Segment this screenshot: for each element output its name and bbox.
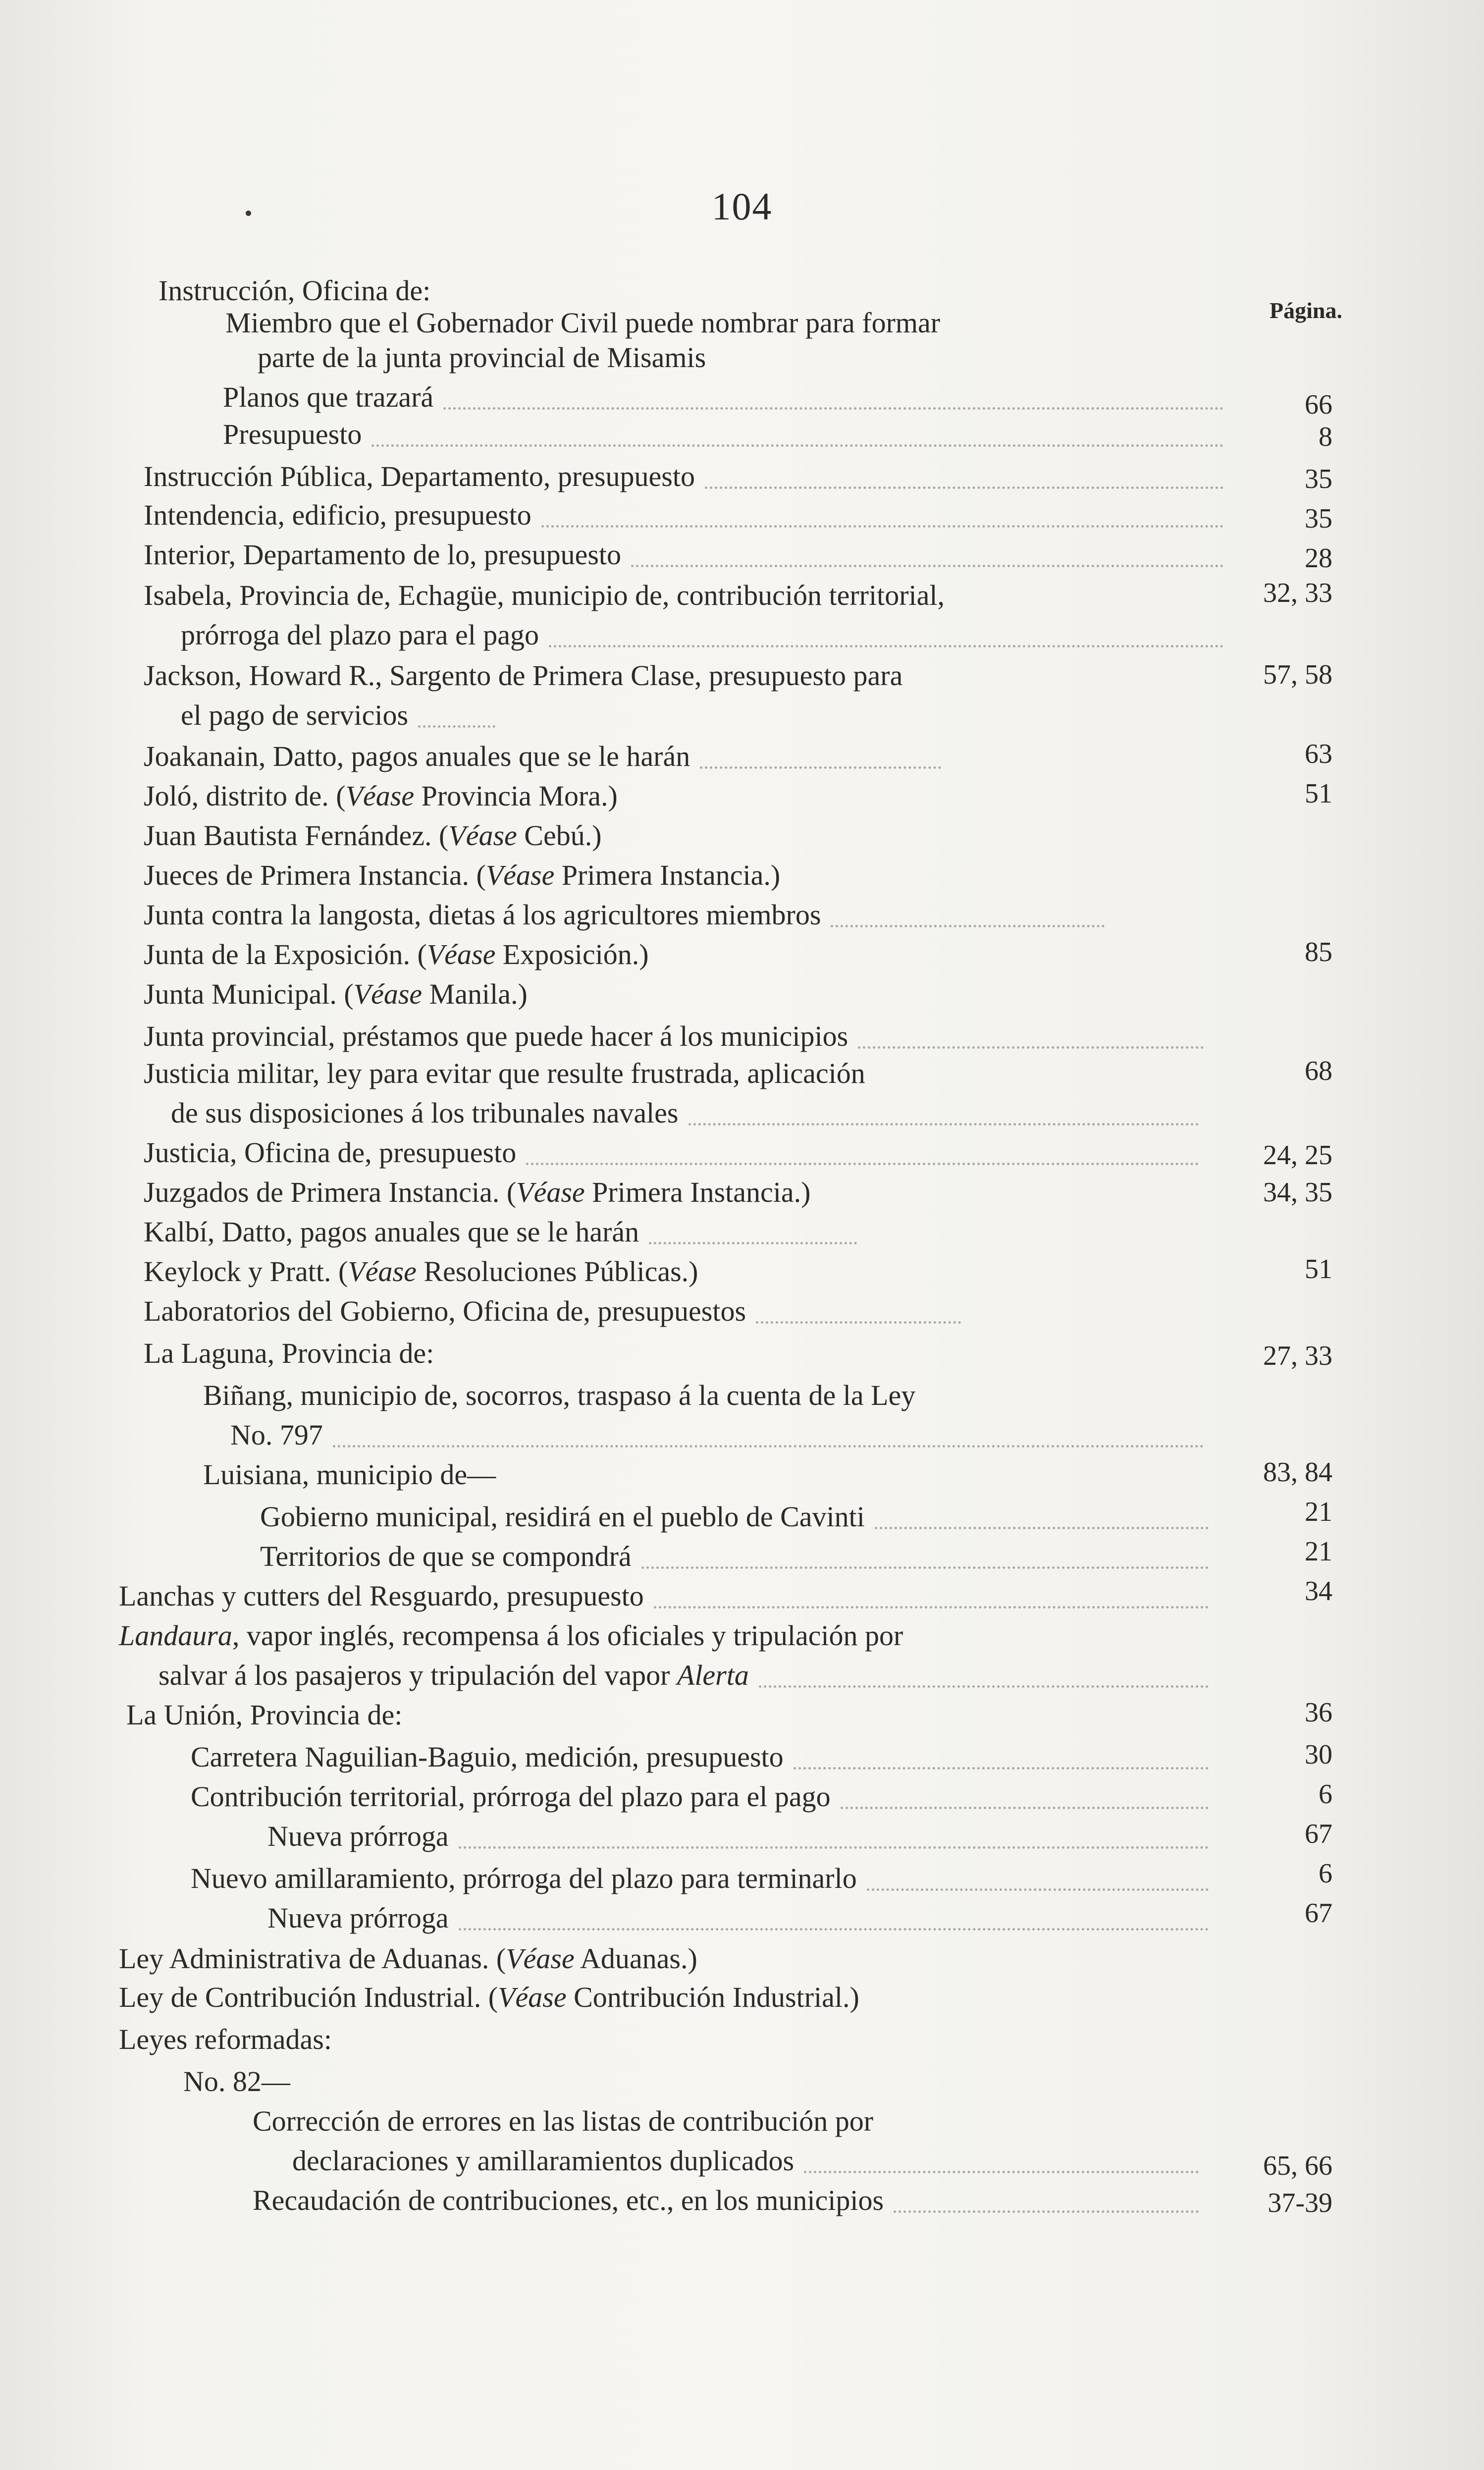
index-entry-line xyxy=(181,614,539,656)
index-entry-text: Interior, Departamento de lo, presupuesto xyxy=(144,538,622,571)
index-entry-line xyxy=(191,1736,784,1778)
index-entry-text: Planos que trazará xyxy=(223,381,434,413)
dot-leader xyxy=(794,1765,1209,1770)
index-entry-line xyxy=(144,575,945,616)
page-reference: 85 xyxy=(1305,937,1332,967)
index-entry-text: Véase xyxy=(348,1255,417,1288)
index-entry-line xyxy=(144,1172,810,1213)
index-entry-text: Junta de la Exposición. ( xyxy=(144,938,427,970)
index-entry-text: Véase xyxy=(506,1942,575,1975)
index-entry-text: Corrección de errores en las listas de contribución por xyxy=(253,2105,874,2137)
index-entry-text: Jueces de Primera Instancia. ( xyxy=(144,859,486,891)
dot-leader xyxy=(549,643,1223,647)
index-entry-text: declaraciones y amillaramientos duplicados xyxy=(292,2145,795,2177)
index-entry-line xyxy=(144,934,649,975)
index-entry-line xyxy=(230,1414,323,1456)
index-entry-line xyxy=(144,855,780,896)
page-reference: 63 xyxy=(1305,739,1332,769)
index-entry-line xyxy=(144,1211,639,1253)
index-entry-text: Justicia militar, ley para evitar que resulte frustrada, aplicación xyxy=(144,1057,865,1089)
dot-leader xyxy=(526,1161,1199,1165)
dot-leader xyxy=(654,1604,1209,1609)
index-entry-text: Joló, distrito de. ( xyxy=(144,780,346,812)
page-reference: 32, 33 xyxy=(1263,578,1332,608)
index-entry-line xyxy=(191,1776,831,1818)
dot-leader xyxy=(700,764,941,769)
index-entry-text: Territorios de que se compondrá xyxy=(260,1540,632,1572)
index-entry-text: Nueva prórroga xyxy=(267,1902,449,1934)
index-entry-line xyxy=(223,414,362,455)
index-entry-text: Gobierno municipal, residirá en el pueblo de Cavinti xyxy=(260,1501,865,1533)
index-entry-line xyxy=(253,2100,873,2142)
dot-leader xyxy=(858,1044,1204,1049)
index-entry-text: Joakanain, Datto, pagos anuales que se le harán xyxy=(144,740,690,772)
dot-leader xyxy=(649,1240,857,1244)
dot-leader xyxy=(759,1683,1209,1688)
index-entry-text: Leyes reformadas: xyxy=(119,2023,332,2055)
index-entry-line xyxy=(267,1816,449,1857)
index-entry-text: Junta Municipal. ( xyxy=(144,978,354,1010)
dot-leader xyxy=(418,723,495,728)
dot-leader xyxy=(459,1844,1209,1849)
index-entry-text: Landaura xyxy=(119,1619,232,1652)
index-entry-line xyxy=(144,894,821,936)
index-entry-line xyxy=(119,1938,697,1980)
index-entry-text: Véase xyxy=(498,1981,567,2013)
index-entry-line xyxy=(144,456,695,497)
index-entry-line xyxy=(203,1454,496,1496)
index-entry-text: parte de la junta provincial de Misamis xyxy=(258,341,706,374)
index-entry-text: Exposición.) xyxy=(495,938,649,970)
index-entry-line xyxy=(144,494,531,536)
index-entry-text: Nuevo amillaramiento, prórroga del plazo para terminarlo xyxy=(191,1862,857,1894)
index-entry-text: Contribución territorial, prórroga del plazo para el pago xyxy=(191,1780,831,1813)
index-entry-text: Ley de Contribución Industrial. ( xyxy=(119,1981,498,2013)
index-entry-line xyxy=(183,2061,290,2102)
index-entry-text: La Laguna, Provincia de: xyxy=(144,1337,434,1369)
index-entry-text: Contribución Industrial.) xyxy=(566,1981,859,2013)
index-entry-line xyxy=(144,775,618,817)
index-entry-text: Aduanas.) xyxy=(574,1942,697,1975)
page-reference: 8 xyxy=(1319,422,1332,452)
index-entry-text: Véase xyxy=(516,1176,585,1208)
index-entry-text: Nueva prórroga xyxy=(267,1820,449,1852)
index-entry-text: Kalbí, Datto, pagos anuales que se le harán xyxy=(144,1216,639,1248)
dot-leader xyxy=(371,442,1223,447)
dot-leader xyxy=(756,1319,961,1324)
page-reference: 35 xyxy=(1305,464,1332,494)
dot-leader xyxy=(831,923,1105,927)
index-entry-text: Lanchas y cutters del Resguardo, presupuesto xyxy=(119,1580,644,1612)
index-entry-line xyxy=(126,1694,402,1736)
index-entry-text: salvar á los pasajeros y tripulación del vapor xyxy=(159,1659,677,1691)
index-entry-text: Cebú.) xyxy=(517,819,602,852)
dot-leader xyxy=(804,2169,1199,2173)
index-entry-text: Véase xyxy=(485,859,555,891)
index-entry-text: Keylock y Pratt. ( xyxy=(144,1255,348,1288)
dot-leader xyxy=(705,484,1223,489)
page-reference: 67 xyxy=(1305,1898,1332,1929)
dot-leader xyxy=(541,523,1223,528)
index-entry-text: Intendencia, edificio, presupuesto xyxy=(144,499,531,531)
index-entry-line xyxy=(119,1575,644,1617)
index-entry-text: Jackson, Howard R., Sargento de Primera Clase, presupuesto para xyxy=(144,659,903,692)
dot-leader xyxy=(459,1926,1209,1931)
page-reference: 34 xyxy=(1305,1576,1332,1607)
page-reference: 51 xyxy=(1305,778,1332,809)
index-entry-line xyxy=(119,1977,859,2018)
index-entry-line xyxy=(144,815,602,857)
index-entry-text: Instrucción Pública, Departamento, presupuesto xyxy=(144,460,695,492)
index-entry-line xyxy=(191,1858,857,1899)
dot-leader xyxy=(631,563,1223,567)
index-entry-text: Carretera Naguilian-Baguio, medición, presupuesto xyxy=(191,1741,784,1773)
index-entry-line xyxy=(119,2019,332,2060)
page-reference: 6 xyxy=(1319,1858,1332,1889)
index-entry-text: Alerta xyxy=(677,1659,749,1691)
dot-leader xyxy=(841,1805,1209,1809)
index-entry-line xyxy=(223,376,433,418)
page-reference: 21 xyxy=(1305,1497,1332,1527)
index-entry-text: el pago de servicios xyxy=(181,699,409,731)
ink-mark xyxy=(246,211,251,216)
page-reference: 6 xyxy=(1319,1779,1332,1810)
index-entry-text: No. 82— xyxy=(183,2065,290,2097)
index-entry-line xyxy=(260,1536,632,1577)
dot-leader xyxy=(443,405,1223,410)
page-reference: 34, 35 xyxy=(1263,1177,1332,1208)
index-entry-text: Véase xyxy=(426,938,496,970)
page-number: 104 xyxy=(711,185,773,228)
index-entry-line xyxy=(144,1016,848,1057)
index-entry-text: La Unión, Provincia de: xyxy=(126,1699,403,1731)
page-reference: 37-39 xyxy=(1268,2188,1332,2218)
index-entry-line xyxy=(292,2140,794,2182)
index-entry-line xyxy=(144,973,528,1015)
index-entry-text: Laboratorios del Gobierno, Oficina de, presupuestos xyxy=(144,1295,746,1327)
dot-leader xyxy=(641,1564,1209,1569)
index-entry-text: Primera Instancia.) xyxy=(584,1176,811,1208)
page-reference: 36 xyxy=(1305,1697,1332,1728)
index-entry-text: Presupuesto xyxy=(223,418,362,450)
index-entry-text: Luisiana, municipio de— xyxy=(203,1458,496,1491)
index-entry-text: Véase xyxy=(353,978,423,1010)
index-entry-line xyxy=(144,1132,516,1174)
index-entry-line xyxy=(144,736,690,777)
index-entry-text: Justicia, Oficina de, presupuesto xyxy=(144,1136,517,1169)
index-entry-line xyxy=(144,1053,865,1094)
page-reference: 57, 58 xyxy=(1263,659,1332,690)
index-entry-line xyxy=(203,1375,915,1416)
index-entry-text: Recaudación de contribuciones, etc., en los municipios xyxy=(253,2184,884,2216)
index-entry-text: Miembro que el Gobernador Civil puede nombrar para formar xyxy=(225,307,941,339)
index-entry-text: de sus disposiciones á los tribunales navales xyxy=(171,1097,679,1129)
index-entry-text: Junta provincial, préstamos que puede hacer á los municipios xyxy=(144,1020,848,1052)
index-entry-text: , vapor inglés, recompensa á los oficiales y tripulación por xyxy=(232,1619,903,1652)
dot-leader xyxy=(894,2208,1199,2213)
index-entry-line xyxy=(144,534,621,576)
index-entry-text: Instrucción, Oficina de: xyxy=(159,274,431,307)
page-reference: 35 xyxy=(1305,503,1332,534)
page-reference: 51 xyxy=(1305,1254,1332,1285)
index-entry-line xyxy=(159,1655,749,1696)
page-reference: 24, 25 xyxy=(1263,1140,1332,1171)
page-reference: 65, 66 xyxy=(1263,2150,1332,2181)
index-entry-text: Juan Bautista Fernández. ( xyxy=(144,819,449,852)
page-reference: 27, 33 xyxy=(1263,1341,1332,1371)
index-entry-line xyxy=(144,1290,746,1332)
index-entry-text: Isabela, Provincia de, Echagüe, municipio de, contribución territorial, xyxy=(144,579,945,611)
index-entry-line xyxy=(267,1897,449,1939)
page-reference: 30 xyxy=(1305,1739,1332,1770)
index-entry-text: Ley Administrativa de Aduanas. ( xyxy=(119,1942,506,1975)
index-entry-text: Primera Instancia.) xyxy=(554,859,781,891)
page-reference: 68 xyxy=(1305,1056,1332,1086)
page-reference: 83, 84 xyxy=(1263,1457,1332,1488)
index-entry-text: Véase xyxy=(448,819,517,852)
index-entry-line xyxy=(171,1092,679,1134)
page-reference: 66 xyxy=(1305,389,1332,420)
dot-leader xyxy=(333,1443,1204,1448)
index-entry-text: Véase xyxy=(345,780,415,812)
index-entry-text: prórroga del plazo para el pago xyxy=(181,619,539,651)
index-entry-line xyxy=(258,337,706,378)
index-entry-text: Juzgados de Primera Instancia. ( xyxy=(144,1176,517,1208)
index-entry-text: Junta contra la langosta, dietas á los agricultores miembros xyxy=(144,899,821,931)
page-reference: 28 xyxy=(1305,543,1332,574)
index-entry-line xyxy=(144,655,902,697)
index-entry-line xyxy=(181,695,408,736)
index-entry-line xyxy=(144,1251,698,1292)
index-entry-line xyxy=(144,1333,434,1374)
index-entry-text: Resoluciones Públicas.) xyxy=(416,1255,698,1288)
index-entry-text: No. 797 xyxy=(230,1419,323,1451)
index-entry-line xyxy=(253,2180,884,2221)
index-entry-text: Manila.) xyxy=(422,978,528,1010)
index-entry-text: Biñang, municipio de, socorros, traspaso á la cuenta de la Ley xyxy=(203,1379,916,1411)
index-entry-line xyxy=(260,1496,865,1538)
page-reference: 21 xyxy=(1305,1536,1332,1567)
column-header-pagina: Página. xyxy=(1270,298,1342,323)
index-entry-text: Provincia Mora.) xyxy=(414,780,618,812)
index-entry-line xyxy=(119,1615,903,1657)
page-reference: 67 xyxy=(1305,1819,1332,1849)
dot-leader xyxy=(689,1121,1199,1126)
